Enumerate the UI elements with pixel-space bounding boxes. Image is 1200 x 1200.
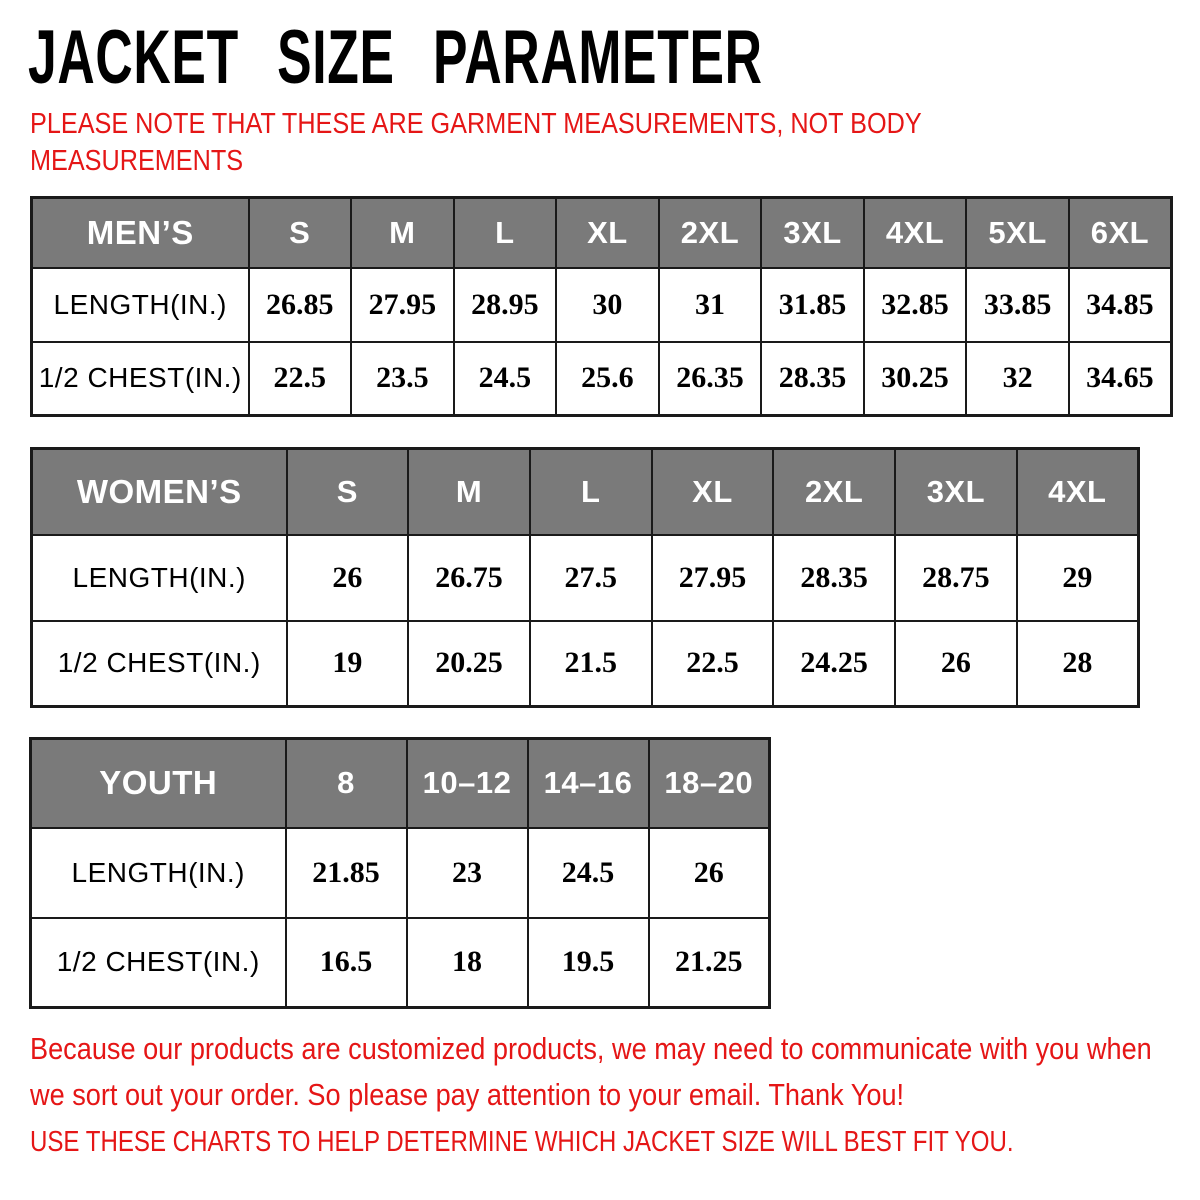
- size-value-cell: 23.5: [351, 342, 454, 416]
- row-label: LENGTH(IN.): [32, 268, 249, 342]
- size-value-cell: 34.65: [1069, 342, 1172, 416]
- size-value-cell: 26: [287, 535, 409, 621]
- size-value-cell: 34.85: [1069, 268, 1172, 342]
- table-row: [31, 918, 770, 1008]
- size-column-header: 3XL: [895, 449, 1017, 535]
- size-column-header: S: [287, 449, 409, 535]
- size-table: [30, 447, 1140, 708]
- size-value-cell: 23: [407, 828, 528, 918]
- size-column-header: 14–16: [528, 739, 649, 828]
- size-value-cell: 16.5: [286, 918, 407, 1008]
- size-value-cell: 28.75: [895, 535, 1017, 621]
- size-value-cell: 24.5: [528, 828, 649, 918]
- size-value-cell: 31: [659, 268, 762, 342]
- size-value-cell: 19.5: [528, 918, 649, 1008]
- table-row: [32, 621, 1139, 707]
- table-row: [32, 268, 1172, 342]
- size-value-cell: 28.35: [761, 342, 864, 416]
- youth-size-table: [29, 737, 771, 1009]
- size-value-cell: 28: [1017, 621, 1139, 707]
- size-value-cell: 30.25: [864, 342, 967, 416]
- size-value-cell: 18: [407, 918, 528, 1008]
- size-value-cell: 32.85: [864, 268, 967, 342]
- size-table: [29, 737, 771, 1009]
- row-label: LENGTH(IN.): [32, 535, 287, 621]
- size-column-header: 8: [286, 739, 407, 828]
- size-value-cell: 22.5: [652, 621, 774, 707]
- table-group-header: MEN’S: [32, 198, 249, 268]
- size-value-cell: 25.6: [556, 342, 659, 416]
- size-value-cell: 20.25: [408, 621, 530, 707]
- row-label: LENGTH(IN.): [31, 828, 286, 918]
- size-value-cell: 27.95: [351, 268, 454, 342]
- row-label: 1/2 CHEST(IN.): [32, 621, 287, 707]
- size-value-cell: 21.25: [649, 918, 770, 1008]
- size-value-cell: 28.95: [454, 268, 557, 342]
- womens-size-table: [30, 447, 1140, 708]
- table-row: [31, 828, 770, 918]
- size-column-header: S: [249, 198, 352, 268]
- size-column-header: 3XL: [761, 198, 864, 268]
- garment-measurement-note: PLEASE NOTE THAT THESE ARE GARMENT MEASUREMENTS, NOT BODY MEASUREMENTS: [30, 108, 922, 178]
- size-value-cell: 27.5: [530, 535, 652, 621]
- table-group-header: WOMEN’S: [32, 449, 287, 535]
- table-row: [32, 342, 1172, 416]
- size-value-cell: 26.85: [249, 268, 352, 342]
- size-value-cell: 28.35: [773, 535, 895, 621]
- size-column-header: 2XL: [773, 449, 895, 535]
- size-column-header: 5XL: [966, 198, 1069, 268]
- size-value-cell: 22.5: [249, 342, 352, 416]
- size-column-header: XL: [652, 449, 774, 535]
- size-value-cell: 31.85: [761, 268, 864, 342]
- size-column-header: 4XL: [1017, 449, 1139, 535]
- size-value-cell: 32: [966, 342, 1069, 416]
- page-title: JACKET SIZE PARAMETER: [28, 15, 763, 100]
- size-value-cell: 21.85: [286, 828, 407, 918]
- size-value-cell: 21.5: [530, 621, 652, 707]
- size-value-cell: 26.75: [408, 535, 530, 621]
- size-column-header: XL: [556, 198, 659, 268]
- size-column-header: 2XL: [659, 198, 762, 268]
- table-row: [32, 535, 1139, 621]
- size-value-cell: 24.5: [454, 342, 557, 416]
- row-label: 1/2 CHEST(IN.): [31, 918, 286, 1008]
- size-column-header: M: [408, 449, 530, 535]
- chart-usage-instruction: USE THESE CHARTS TO HELP DETERMINE WHICH JACKET SIZE WILL BEST FIT YOU.: [30, 1126, 1014, 1158]
- mens-size-table: [30, 196, 1173, 417]
- size-value-cell: 26.35: [659, 342, 762, 416]
- size-value-cell: 24.25: [773, 621, 895, 707]
- size-value-cell: 30: [556, 268, 659, 342]
- size-value-cell: 33.85: [966, 268, 1069, 342]
- size-value-cell: 27.95: [652, 535, 774, 621]
- size-value-cell: 19: [287, 621, 409, 707]
- size-value-cell: 26: [895, 621, 1017, 707]
- size-column-header: L: [530, 449, 652, 535]
- size-column-header: 18–20: [649, 739, 770, 828]
- custom-order-notice: Because our products are customized products, we may need to communicate with you when we sort out your order. So please pay attention to your email. Thank You!: [30, 1031, 1152, 1112]
- table-group-header: YOUTH: [31, 739, 286, 828]
- size-value-cell: 26: [649, 828, 770, 918]
- size-column-header: 4XL: [864, 198, 967, 268]
- size-column-header: 10–12: [407, 739, 528, 828]
- size-column-header: M: [351, 198, 454, 268]
- size-table: [30, 196, 1173, 417]
- size-column-header: L: [454, 198, 557, 268]
- row-label: 1/2 CHEST(IN.): [32, 342, 249, 416]
- size-value-cell: 29: [1017, 535, 1139, 621]
- size-column-header: 6XL: [1069, 198, 1172, 268]
